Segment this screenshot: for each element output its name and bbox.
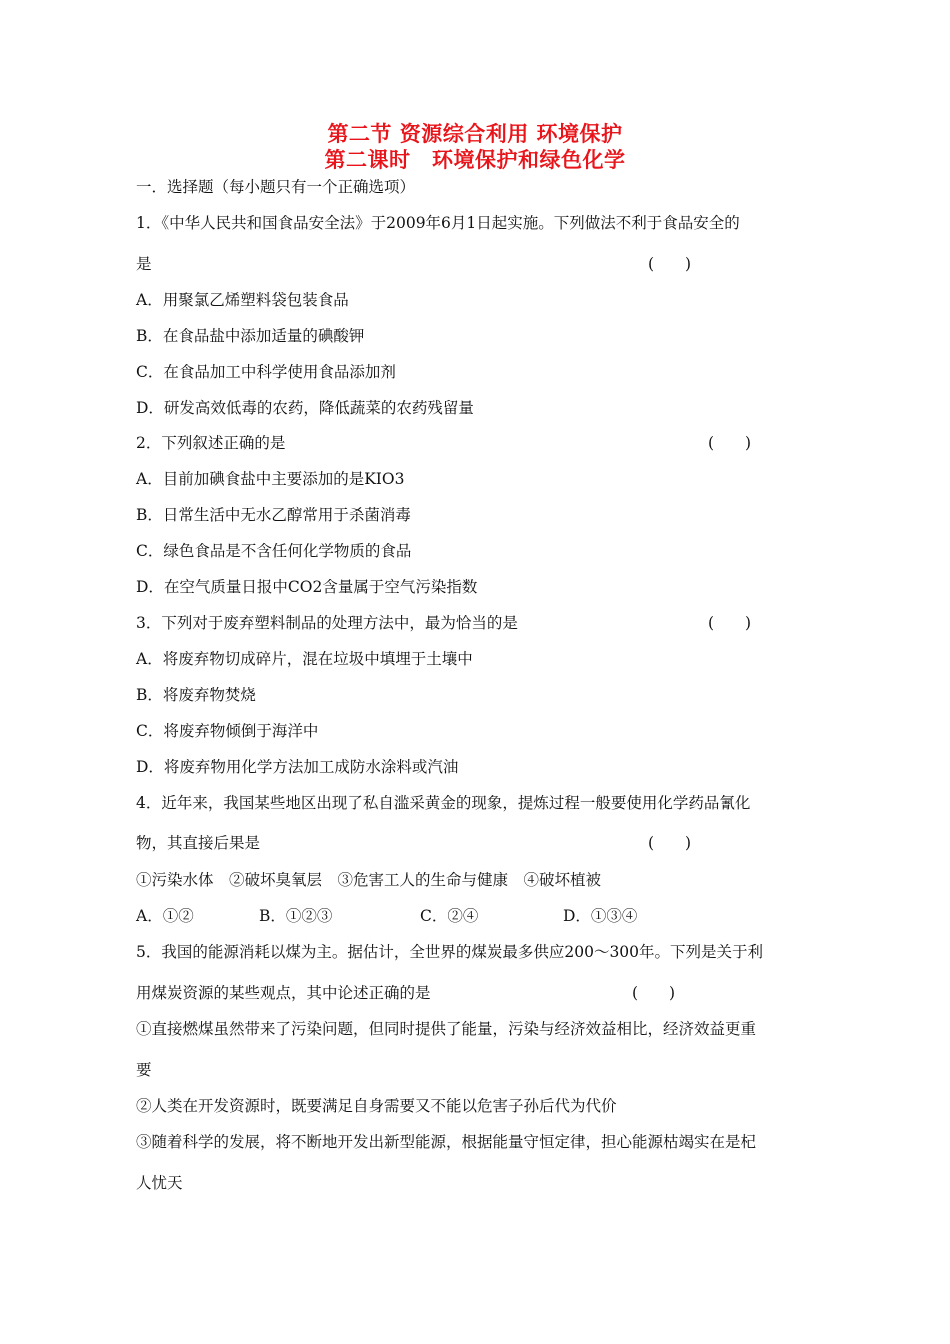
q4-option-d: D．①③④ <box>563 907 638 925</box>
section-heading: 一．选择题（每小题只有一个正确选项） <box>136 178 416 196</box>
title-line-2: 第二课时 环境保护和绿色化学 <box>324 148 626 172</box>
q3-option-c: C．将废弃物倾倒于海洋中 <box>136 722 319 740</box>
q2-stem: 2．下列叙述正确的是 <box>136 434 286 452</box>
q4-option-c: C．②④ <box>420 907 479 925</box>
q5-answer-blank: ( ) <box>632 984 676 1002</box>
q2-option-c: C．绿色食品是不含任何化学物质的食品 <box>136 542 412 560</box>
q3-stem: 3．下列对于废弃塑料制品的处理方法中，最为恰当的是 <box>136 614 518 632</box>
q1-option-b: B．在食品盐中添加适量的碘酸钾 <box>136 327 365 345</box>
q3-option-d: D．将废弃物用化学方法加工成防水涂料或汽油 <box>136 758 459 776</box>
q5-statement-3-line-2: 人忧天 <box>136 1174 183 1192</box>
q4-option-a: A．①② <box>136 907 194 925</box>
q1-stem-line-2: 是 <box>136 255 152 273</box>
title-line-1: 第二节 资源综合利用 环境保护 <box>327 122 623 146</box>
q3-option-a: A．将废弃物切成碎片，混在垃圾中填埋于土壤中 <box>136 650 473 668</box>
q1-option-c: C．在食品加工中科学使用食品添加剂 <box>136 363 396 381</box>
q4-option-b: B．①②③ <box>259 907 333 925</box>
q5-stem-line-2: 用煤炭资源的某些观点，其中论述正确的是 <box>136 984 431 1002</box>
q1-option-d: D．研发高效低毒的农药，降低蔬菜的农药残留量 <box>136 399 474 417</box>
q2-option-d: D．在空气质量日报中CO2含量属于空气污染指数 <box>136 578 478 596</box>
q2-option-b: B．日常生活中无水乙醇常用于杀菌消毒 <box>136 506 411 524</box>
q5-statement-1-line-2: 要 <box>136 1061 152 1079</box>
q2-answer-blank: ( ) <box>708 434 752 452</box>
q5-statement-2: ②人类在开发资源时，既要满足自身需要又不能以危害子孙后代为代价 <box>136 1097 617 1115</box>
q1-answer-blank: ( ) <box>648 255 692 273</box>
q5-statement-3-line-1: ③随着科学的发展，将不断地开发出新型能源，根据能量守恒定律，担心能源枯竭实在是杞 <box>136 1133 757 1151</box>
q3-option-b: B．将废弃物焚烧 <box>136 686 256 704</box>
q4-stem-line-1: 4．近年来，我国某些地区出现了私自滥采黄金的现象，提炼过程一般要使用化学药品氰化 <box>136 794 751 812</box>
q4-items: ①污染水体 ②破坏臭氧层 ③危害工人的生命与健康 ④破坏植被 <box>136 871 602 889</box>
q5-stem-line-1: 5．我国的能源消耗以煤为主。据估计，全世界的煤炭最多供应200～300年。下列是关于利 <box>136 943 764 961</box>
q3-answer-blank: ( ) <box>708 614 752 632</box>
q4-answer-blank: ( ) <box>648 834 692 852</box>
q2-option-a: A．目前加碘食盐中主要添加的是KIO3 <box>136 470 405 488</box>
q1-option-a: A．用聚氯乙烯塑料袋包装食品 <box>136 291 349 309</box>
q1-stem-line-1: 1．《中华人民共和国食品安全法》于2009年6月1日起实施。下列做法不利于食品安全的 <box>136 214 740 232</box>
q5-statement-1-line-1: ①直接燃煤虽然带来了污染问题，但同时提供了能量，污染与经济效益相比，经济效益更重 <box>136 1020 757 1038</box>
q4-stem-line-2: 物，其直接后果是 <box>136 834 261 852</box>
